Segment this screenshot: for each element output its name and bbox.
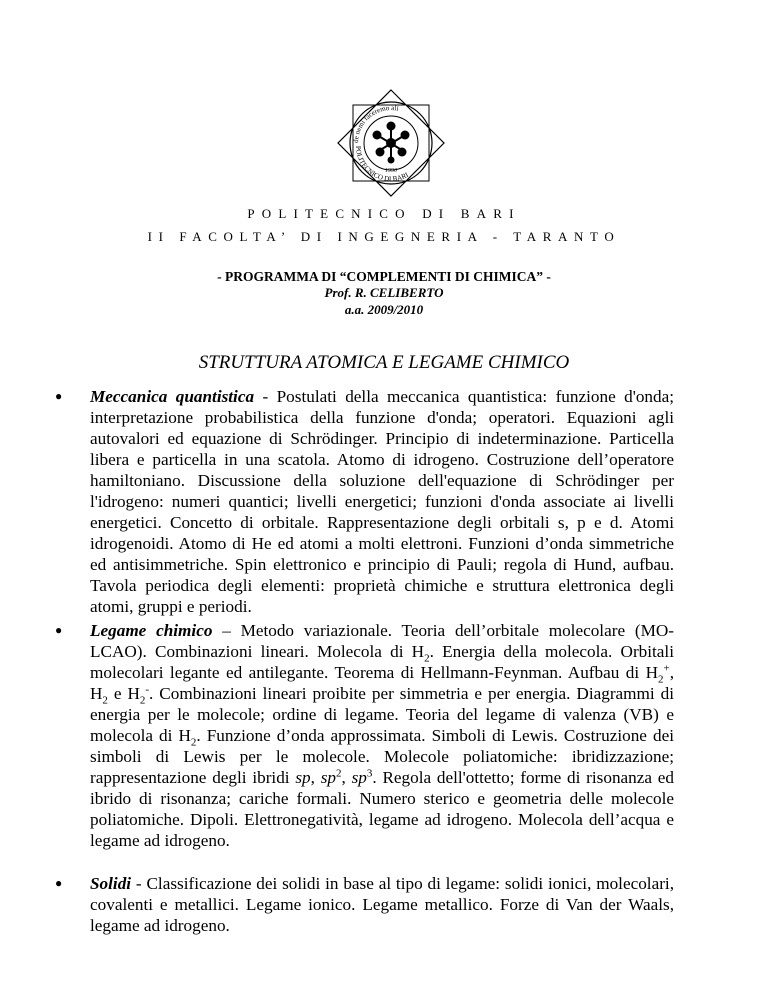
- item-text: - Postulati della meccanica quantistica: funzione d'onda; interpretazione probabilistica della funzione d'onda; operatori. Equazioni agli autovalori ed equazione di Schrödinger. Principio di indeterminazione. Particella libera e particella in una scatola. Atomo di idrogeno. Costruzione dell’operatore hamiltoniano. Discussione della soluzione dell'equazione di Schrödinger per l'idrogeno: numeri quantici; livelli energetici; funzioni d'onda associate ai livelli energetici. Concetto di orbitale. Rappresentazione degli orbitali s, p e d. Atomi idrogenoidi. Atomo di He ed atomi a molti elettroni. Funzioni d’onda simmetriche ed antisimmetriche. Spin elettronico e principio di Pauli; regola di Hund, aufbau. Tavola periodica degli elementi: proprietà chimiche e struttura elettronica degli atomi, gruppi e periodi.: [90, 387, 674, 616]
- list-item: ● Legame chimico – Metodo variazionale. Teoria dell’orbitale molecolare (MO-LCAO). Combinazioni lineari. Molecola di $H_2$. Energia della molecola. Orbitali molecolari legante ed antilegante. Teorema di Hellmann-Feynman. Aufbau di $H_2^+$, $H_2$ e $H_2^-$. Combinazioni lineari proibite per simmetria e per energia. Diagrammi di energia per le molecole; ordine di legame. Teoria del legame di valenza (VB) e molecola di $H_2$. Funzione d’onda approssimata. Simboli di Lewis. Costruzione dei simboli di Lewis per le molecole. Molecole poliatomiche: ibridizzazione; rappresentazione degli ibridi sp, $sp^2$, $sp^3$. Regola dell'ottetto; forme di risonanza ed ibrido di risonanza; cariche formali. Numero sterico e geometria delle molecole poliatomiche. Dipoli. Elettronegatività, legame ad idrogeno. Molecola dell’acqua e legame ad idrogeno.: [55, 621, 675, 850]
- bullet-icon: ●: [55, 389, 63, 403]
- professor-name: Prof. R. CELIBERTO: [324, 285, 444, 300]
- bullet-icon: ●: [55, 623, 63, 637]
- svg-text:POLITECNICO DI BARI: POLITECNICO DI BARI: [353, 145, 410, 184]
- item-text: - Classificazione dei solidi in base al tipo di legame: solidi ionici, molecolari, covalenti e metallici. Legame ionico. Legame metallico. Forze di Van der Waals, legame ad idrogeno.: [90, 874, 674, 935]
- faculty-name: II FACOLTA’ DI INGEGNERIA - TARANTO: [147, 229, 621, 244]
- program-list: [55, 386, 675, 936]
- item-heading: Legame chimico: [90, 621, 213, 640]
- university-seal-logo: [336, 88, 446, 198]
- section-title: STRUTTURA ATOMICA E LEGAME CHIMICO: [198, 352, 570, 373]
- list-item: [55, 873, 674, 936]
- academic-year: a.a. 2009/2010: [344, 302, 424, 317]
- svg-text:1990: 1990: [385, 168, 397, 174]
- institution-name: POLITECNICO DI BARI: [247, 206, 521, 221]
- bullet-icon: ●: [55, 876, 63, 890]
- svg-text:de nemi faceremo ali: de nemi faceremo ali: [351, 103, 400, 144]
- item-heading: Solidi: [90, 874, 132, 893]
- course-title: - PROGRAMMA DI “COMPLEMENTI DI CHIMICA” -: [217, 269, 551, 284]
- list-item: [55, 386, 674, 617]
- item-heading: Meccanica quantistica: [90, 387, 255, 406]
